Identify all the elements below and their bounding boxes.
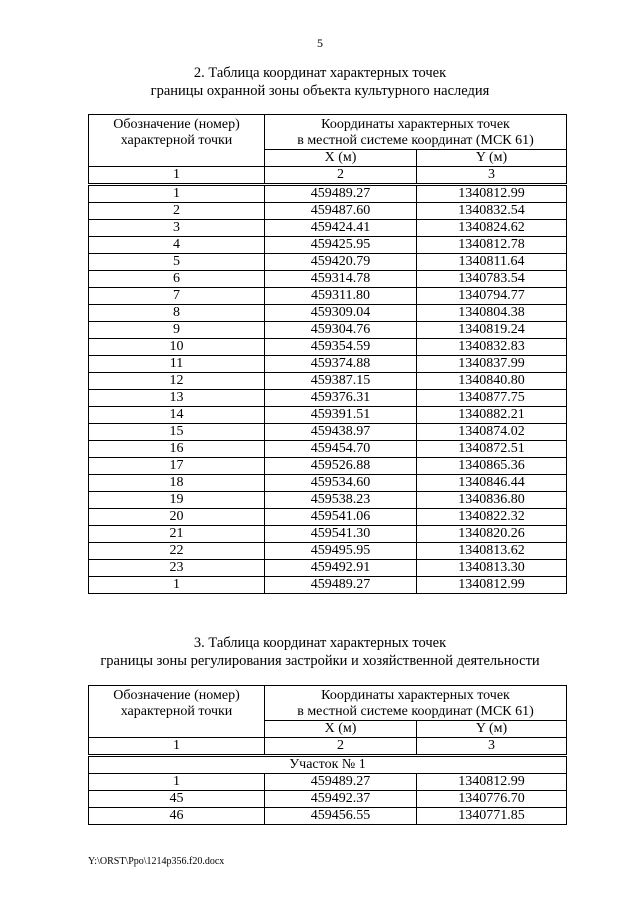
y-coordinate: 1340865.36 — [417, 458, 567, 475]
x-coordinate: 459534.60 — [265, 475, 417, 492]
y-coordinate: 1340776.70 — [417, 791, 567, 808]
point-number: 22 — [89, 543, 265, 560]
column-number: 1 — [89, 738, 265, 756]
point-number: 18 — [89, 475, 265, 492]
table3-header-designation — [89, 686, 265, 738]
x-coordinate: 459311.80 — [265, 288, 417, 305]
point-number: 17 — [89, 458, 265, 475]
table-row — [89, 322, 567, 339]
point-number: 1 — [89, 185, 265, 203]
point-number: 13 — [89, 390, 265, 407]
y-coordinate: 1340813.30 — [417, 560, 567, 577]
table3-header-y: Y (м) — [417, 721, 567, 738]
designation-label: Обозначение (номер) характерной точки — [113, 117, 240, 148]
table3-coordinates — [88, 685, 567, 825]
table2-title — [0, 64, 640, 100]
y-coordinate: 1340812.99 — [417, 185, 567, 203]
table3-header-x: X (м) — [265, 721, 417, 738]
point-number: 10 — [89, 339, 265, 356]
y-coordinate: 1340812.78 — [417, 237, 567, 254]
point-number: 5 — [89, 254, 265, 271]
y-coordinate: 1340836.80 — [417, 492, 567, 509]
table-row — [89, 220, 567, 237]
table-row — [89, 339, 567, 356]
point-number: 21 — [89, 526, 265, 543]
y-coordinate: 1340840.80 — [417, 373, 567, 390]
y-coordinate: 1340771.85 — [417, 808, 567, 825]
table-row — [89, 543, 567, 560]
y-coordinate: 1340824.62 — [417, 220, 567, 237]
table-row — [89, 373, 567, 390]
y-coordinate: 1340832.83 — [417, 339, 567, 356]
point-number: 19 — [89, 492, 265, 509]
point-number: 20 — [89, 509, 265, 526]
table-row — [89, 475, 567, 492]
table-row — [89, 203, 567, 220]
y-coordinate: 1340812.99 — [417, 577, 567, 594]
point-number: 23 — [89, 560, 265, 577]
table2-coordinates — [88, 114, 567, 594]
y-coordinate: 1340811.64 — [417, 254, 567, 271]
x-coordinate: 459495.95 — [265, 543, 417, 560]
table-row — [89, 271, 567, 288]
table3-title-line2: границы зоны регулирования застройки и хозяйственной деятельности — [100, 653, 540, 669]
x-coordinate: 459425.95 — [265, 237, 417, 254]
table2-title-line1: 2. Таблица координат характерных точек — [193, 65, 447, 81]
y-coordinate: 1340872.51 — [417, 441, 567, 458]
table-row — [89, 185, 567, 203]
table2-header-coords — [265, 115, 567, 150]
y-coordinate: 1340832.54 — [417, 203, 567, 220]
x-coordinate: 459304.76 — [265, 322, 417, 339]
y-coordinate: 1340813.62 — [417, 543, 567, 560]
coords-label-line2: в местной системе координат (МСК 61) — [297, 133, 534, 148]
x-coordinate: 459309.04 — [265, 305, 417, 322]
table-row — [89, 791, 567, 808]
x-coordinate: 459492.91 — [265, 560, 417, 577]
table-row — [89, 390, 567, 407]
y-coordinate: 1340877.75 — [417, 390, 567, 407]
x-coordinate: 459387.15 — [265, 373, 417, 390]
point-number: 12 — [89, 373, 265, 390]
y-coordinate: 1340804.38 — [417, 305, 567, 322]
x-coordinate: 459489.27 — [265, 577, 417, 594]
x-coordinate: 459376.31 — [265, 390, 417, 407]
y-coordinate: 1340874.02 — [417, 424, 567, 441]
table-row — [89, 526, 567, 543]
y-coordinate: 1340794.77 — [417, 288, 567, 305]
coords-label-line1: Координаты характерных точек — [321, 117, 510, 132]
x-coordinate: 459489.27 — [265, 185, 417, 203]
table3-title — [0, 634, 640, 670]
column-number: 1 — [89, 167, 265, 185]
point-number: 15 — [89, 424, 265, 441]
y-coordinate: 1340846.44 — [417, 475, 567, 492]
column-number: 2 — [265, 738, 417, 756]
point-number: 8 — [89, 305, 265, 322]
x-coordinate: 459420.79 — [265, 254, 417, 271]
x-coordinate: 459541.06 — [265, 509, 417, 526]
table3-column-numbers — [89, 738, 567, 756]
table-row — [89, 407, 567, 424]
x-coordinate: 459541.30 — [265, 526, 417, 543]
table2-header-designation — [89, 115, 265, 167]
column-number: 3 — [417, 738, 567, 756]
table-row — [89, 237, 567, 254]
point-number: 14 — [89, 407, 265, 424]
x-coordinate: 459538.23 — [265, 492, 417, 509]
column-number: 3 — [417, 167, 567, 185]
section-label: Участок № 1 — [89, 756, 567, 774]
x-coordinate: 459454.70 — [265, 441, 417, 458]
x-coordinate: 459526.88 — [265, 458, 417, 475]
x-coordinate: 459492.37 — [265, 791, 417, 808]
x-coordinate: 459424.41 — [265, 220, 417, 237]
table2-title-line2: границы охранной зоны объекта культурного наследия — [150, 83, 490, 99]
y-coordinate: 1340819.24 — [417, 322, 567, 339]
x-coordinate: 459314.78 — [265, 271, 417, 288]
table-row — [89, 577, 567, 594]
x-coordinate: 459438.97 — [265, 424, 417, 441]
designation-label: Обозначение (номер) характерной точки — [113, 688, 240, 719]
x-coordinate: 459354.59 — [265, 339, 417, 356]
table3-section-row — [89, 756, 567, 774]
footer-file-path: Y:\ORST\Ppo\1214p356.f20.docx — [88, 856, 225, 867]
x-coordinate: 459489.27 — [265, 774, 417, 791]
point-number: 46 — [89, 808, 265, 825]
point-number: 1 — [89, 774, 265, 791]
coords-label-line2: в местной системе координат (МСК 61) — [297, 704, 534, 719]
point-number: 6 — [89, 271, 265, 288]
table-row — [89, 305, 567, 322]
y-coordinate: 1340820.26 — [417, 526, 567, 543]
table-row — [89, 774, 567, 791]
table3-title-line1: 3. Таблица координат характерных точек — [193, 635, 447, 651]
point-number: 1 — [89, 577, 265, 594]
table-row — [89, 288, 567, 305]
y-coordinate: 1340882.21 — [417, 407, 567, 424]
y-coordinate: 1340783.54 — [417, 271, 567, 288]
point-number: 3 — [89, 220, 265, 237]
table2-header-y: Y (м) — [417, 150, 567, 167]
point-number: 45 — [89, 791, 265, 808]
table-row — [89, 356, 567, 373]
x-coordinate: 459391.51 — [265, 407, 417, 424]
table-row — [89, 254, 567, 271]
table-row — [89, 424, 567, 441]
point-number: 16 — [89, 441, 265, 458]
point-number: 11 — [89, 356, 265, 373]
table-row — [89, 808, 567, 825]
table-row — [89, 560, 567, 577]
y-coordinate: 1340837.99 — [417, 356, 567, 373]
table-row — [89, 458, 567, 475]
x-coordinate: 459374.88 — [265, 356, 417, 373]
point-number: 4 — [89, 237, 265, 254]
table3-header-coords — [265, 686, 567, 721]
table-row — [89, 492, 567, 509]
x-coordinate: 459456.55 — [265, 808, 417, 825]
point-number: 9 — [89, 322, 265, 339]
point-number: 2 — [89, 203, 265, 220]
y-coordinate: 1340822.32 — [417, 509, 567, 526]
table2-column-numbers — [89, 167, 567, 185]
coords-label-line1: Координаты характерных точек — [321, 688, 510, 703]
point-number: 7 — [89, 288, 265, 305]
table2-header-x: X (м) — [265, 150, 417, 167]
y-coordinate: 1340812.99 — [417, 774, 567, 791]
table-row — [89, 509, 567, 526]
x-coordinate: 459487.60 — [265, 203, 417, 220]
page-number: 5 — [317, 36, 323, 50]
column-number: 2 — [265, 167, 417, 185]
table-row — [89, 441, 567, 458]
